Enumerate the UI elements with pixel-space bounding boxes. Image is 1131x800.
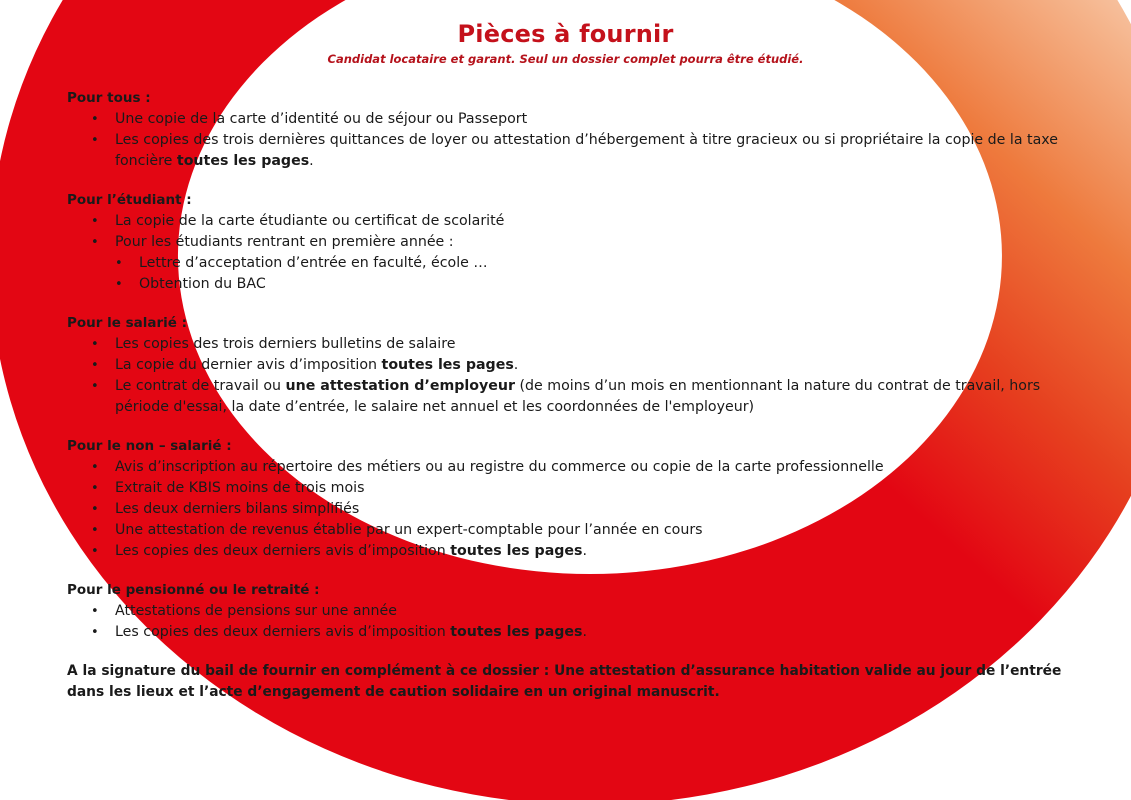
list-item: • Les copies des deux derniers avis d’imposition toutes les pages.	[67, 622, 1097, 643]
list-item: • Une attestation de revenus établie par un expert-comptable pour l’année en cours	[67, 520, 1097, 541]
list-item: • La copie du dernier avis d’imposition toutes les pages.	[67, 355, 1097, 376]
list-item: • Une copie de la carte d’identité ou de séjour ou Passeport	[67, 109, 1097, 130]
page-title: Pièces à fournir	[457, 20, 674, 48]
list-item: • Attestations de pensions sur une année	[67, 601, 1097, 622]
list-item: • Extrait de KBIS moins de trois mois	[67, 478, 1097, 499]
signature-note: A la signature du bail de fournir en complément à ce dossier : Une attestation d’assurance habitation valide au jour de l’entrée dans les lieux et l’acte d’engagement de caution solidaire en un original manuscrit.	[67, 663, 1062, 700]
section-heading: Pour tous :	[67, 90, 151, 106]
list-item: • Le contrat de travail ou une attestation d’employeur (de moins d’un mois en mentionnant la nature du contrat de travail, hors période d'essai, la date d’entrée, le salaire net annuel et les coordonnées de l'employeur)	[67, 376, 1097, 418]
section-heading: Pour le pensionné ou le retraité :	[67, 582, 320, 598]
section-heading: Pour l’étudiant :	[67, 192, 192, 208]
page-subtitle: Candidat locataire et garant. Seul un dossier complet pourra être étudié.	[327, 52, 804, 66]
list-item: • La copie de la carte étudiante ou certificat de scolarité	[67, 211, 1097, 232]
list-item: • Les deux derniers bilans simplifiés	[67, 499, 1097, 520]
section-etudiant	[67, 190, 1097, 295]
section-non-salarie	[67, 436, 1097, 562]
list-item: • Pour les étudiants rentrant en première année :	[67, 232, 1097, 253]
section-heading: Pour le salarié :	[67, 315, 188, 331]
section-retraite	[67, 580, 1097, 643]
section-salarie	[67, 313, 1097, 418]
section-heading: Pour le non – salarié :	[67, 438, 232, 454]
list-item: • Les copies des trois derniers bulletins de salaire	[67, 334, 1097, 355]
section-tous	[67, 88, 1097, 172]
sub-list-item: • Obtention du BAC	[67, 274, 1097, 295]
requirements-list	[67, 88, 1097, 703]
sub-list-item: • Lettre d’acceptation d’entrée en faculté, école …	[67, 253, 1097, 274]
list-item: • Les copies des trois dernières quittances de loyer ou attestation d’hébergement à titre gracieux ou si propriétaire la copie de la taxe foncière toutes les pages.	[67, 130, 1097, 172]
list-item: • Avis d’inscription au répertoire des métiers ou au registre du commerce ou copie de la carte professionnelle	[67, 457, 1097, 478]
list-item: • Les copies des deux derniers avis d’imposition toutes les pages.	[67, 541, 1097, 562]
